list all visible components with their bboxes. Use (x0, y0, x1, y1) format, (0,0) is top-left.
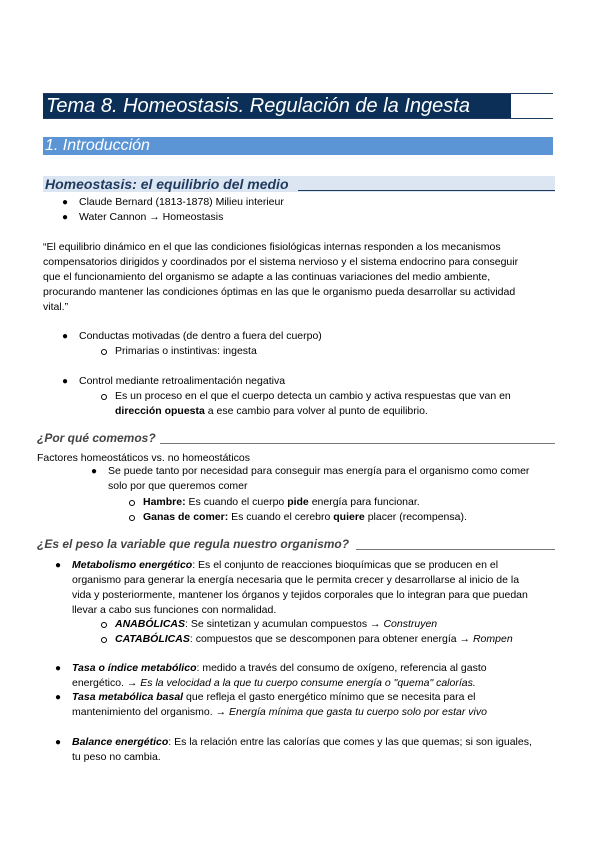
section-title: 1. Introducción (45, 137, 150, 154)
list-item (108, 464, 529, 494)
label: ANABÓLICAS (115, 618, 185, 630)
list-item: Claude Bernard (1813-1878) Milieu interieur (79, 196, 284, 208)
bullet-icon: ● (62, 197, 69, 208)
quote-line: compensatorios dirigidos y coordinados por el sistema nervioso y el sistema endocrino para conseguir (43, 256, 519, 268)
text-line: solo por que queremos comer (108, 480, 248, 492)
text-line (115, 404, 511, 419)
text: : Se sintetizan y acumulan compuestos → (185, 618, 384, 630)
circle-bullet-icon (101, 349, 107, 355)
list-item: Control mediante retroalimentación negativa (79, 375, 286, 387)
label: Ganas de comer: (143, 511, 229, 523)
text: que refleja el gasto energético mínimo que se necesita para el (183, 691, 476, 703)
text: Es cuando el cerebro (228, 511, 334, 523)
text: : Es la relación entre las calorías que comes y las que quemas; si son iguales, (168, 736, 532, 748)
heading-peso (37, 537, 555, 551)
bullet-icon: ● (55, 560, 62, 571)
list-item: Conductas motivadas (de dentro a fuera del cuerpo) (79, 330, 322, 342)
quote-paragraph (43, 240, 553, 315)
heading-underline (298, 190, 555, 191)
emphasis: Construyen (383, 618, 438, 630)
heading-por-que-comemos (37, 431, 555, 445)
text-line: Es un proceso en el que el cuerpo detecta un cambio y activa respuestas que van en (115, 390, 511, 402)
text-line (72, 705, 487, 720)
list-item (72, 558, 528, 618)
section-introduccion (43, 137, 553, 155)
text: a ese cambio para volver al punto de equilibrio. (204, 405, 428, 417)
text-line (72, 558, 528, 573)
list-subitem (115, 632, 513, 647)
list-item (72, 690, 487, 720)
emphasis: pide (287, 496, 309, 508)
list-item (72, 661, 487, 691)
text-line (72, 690, 487, 705)
heading-text: Homeostasis: el equilibrio del medio (45, 176, 289, 192)
list-subitem (143, 495, 420, 510)
text: energético. (72, 677, 127, 689)
text-line: Se puede tanto por necesidad para conseguir mas energía para el organismo como comer (108, 465, 530, 477)
paragraph: Factores homeostáticos vs. no homeostáticos (37, 452, 251, 464)
label: Metabolismo energético (72, 559, 193, 571)
bullet-icon: ● (55, 663, 62, 674)
quote-line: que el funcionamiento del organismo se adapte a las continuas variaciones del medio ambiente, (43, 271, 491, 283)
heading-text: ¿Por qué comemos? (37, 431, 156, 445)
quote-line: procurando mantener las condiciones óptimas en las que le organismo pueda desarrollar su actividad (43, 286, 516, 298)
heading-underline (356, 549, 555, 550)
list-subitem: Primarias o instintivas: ingesta (115, 345, 257, 357)
quote-line: vital.” (43, 301, 69, 313)
bullet-icon: ● (62, 212, 69, 223)
heading-underline (160, 443, 555, 444)
circle-bullet-icon (101, 637, 107, 643)
text-line: tu peso no cambia. (72, 751, 161, 763)
document-title-bar (43, 93, 553, 119)
circle-bullet-icon (129, 500, 135, 506)
list-item: Water Cannon → Homeostasis (79, 211, 224, 223)
emphasis: quiere (333, 511, 365, 523)
list-subitem (115, 617, 437, 632)
text: : medido a través del consumo de oxígeno, referencia al gasto (196, 662, 487, 674)
document-title: Tema 8. Homeostasis. Regulación de la Ingesta (46, 95, 470, 117)
bullet-icon: ● (91, 466, 98, 477)
circle-bullet-icon (101, 394, 107, 400)
emphasis: Rompen (472, 633, 513, 645)
text-line: llevar a cabo sus funciones con normalidad. (72, 604, 277, 616)
text: : Es el conjunto de reacciones bioquímicas que se producen en el (192, 559, 499, 571)
bullet-icon: ● (62, 376, 69, 387)
bullet-icon: ● (55, 737, 62, 748)
heading-text: ¿Es el peso la variable que regula nuestro organismo? (37, 537, 350, 551)
emphasis: → Energía mínima que gasta tu cuerpo solo por estar vivo (215, 706, 487, 718)
text-line (72, 676, 487, 691)
label: Tasa o índice metabólico (72, 662, 197, 674)
text: energía para funcionar. (308, 496, 420, 508)
label: Tasa metabólica basal (72, 691, 184, 703)
text: : compuestos que se descomponen para obtener energía → (189, 633, 473, 645)
emphasis: dirección opuesta (115, 405, 205, 417)
label: Hambre: (143, 496, 186, 508)
text: mantenimiento del organismo. (72, 706, 216, 718)
circle-bullet-icon (101, 622, 107, 628)
quote-line: “El equilibrio dinámico en el que las condiciones fisiológicas internas responden a los mecanismos (43, 241, 501, 253)
label: CATABÓLICAS (115, 633, 190, 645)
circle-bullet-icon (129, 515, 135, 521)
list-subitem (143, 510, 467, 525)
list-subitem (115, 389, 511, 419)
text-line: organismo para generar la energía necesaria que le permita crecer y desarrollarse al inicio de la (72, 574, 520, 586)
text-line (72, 735, 532, 750)
bullet-icon: ● (62, 331, 69, 342)
list-item (72, 735, 532, 765)
label: Balance energético (72, 736, 169, 748)
text-line (72, 661, 487, 676)
emphasis: → Es la velocidad a la que tu cuerpo consume energía o "quema" calorías. (126, 677, 476, 689)
text: placer (recompensa). (364, 511, 467, 523)
heading-homeostasis (43, 176, 555, 192)
text: Es cuando el cuerpo (185, 496, 288, 508)
text-line: vida y posteriormente, mantener los órganos y tejidos corporales que lo integran para que puedan (72, 589, 528, 601)
bullet-icon: ● (55, 692, 62, 703)
